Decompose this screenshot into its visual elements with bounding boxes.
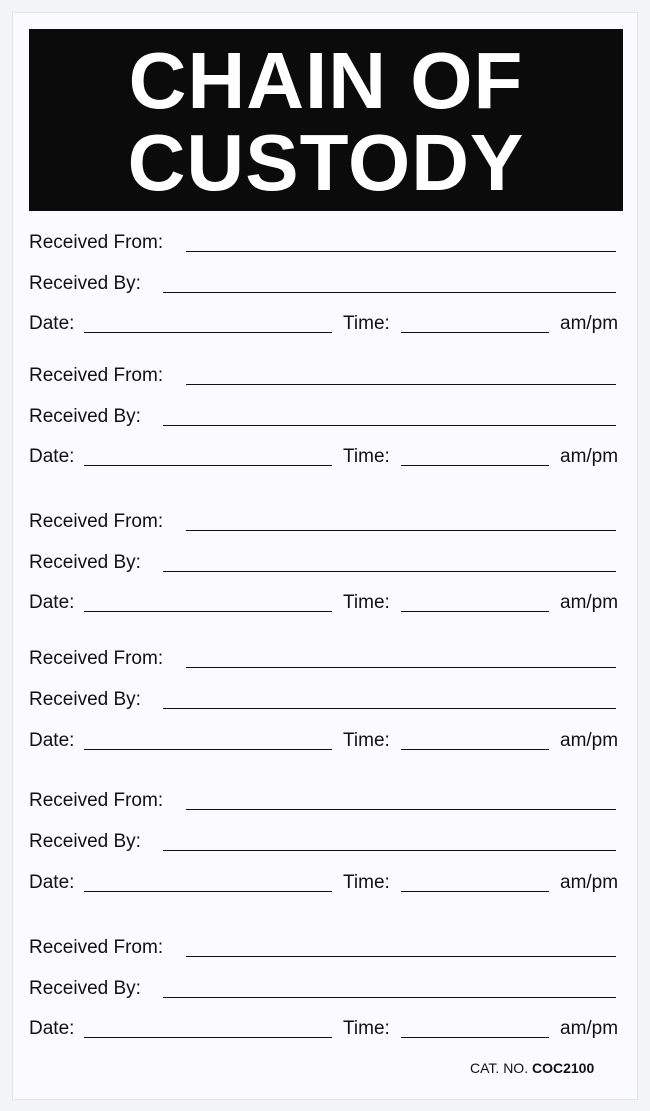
ampm-label: am/pm [560,592,619,613]
time-field[interactable] [401,611,549,612]
date-label: Date: [29,313,75,334]
date-label: Date: [29,872,75,893]
received-from-field[interactable] [186,809,616,810]
received-by-label: Received By: [29,273,141,294]
received-by-label: Received By: [29,978,141,999]
received-from-field[interactable] [186,956,616,957]
received-by-row [29,830,623,854]
received-from-label: Received From: [29,937,164,958]
received-by-row [29,977,623,1001]
ampm-label: am/pm [560,446,619,467]
received-from-row [29,510,623,534]
received-by-field[interactable] [163,571,616,572]
date-field[interactable] [84,332,332,333]
time-field[interactable] [401,332,549,333]
received-by-field[interactable] [163,997,616,998]
date-label: Date: [29,1018,75,1039]
time-label: Time: [343,1018,390,1039]
title-line-1: CHAIN OF [128,36,524,125]
date-time-row [29,312,623,336]
title-line-2: CUSTODY [127,118,525,207]
received-from-field[interactable] [186,384,616,385]
time-label: Time: [343,592,390,613]
received-from-field[interactable] [186,530,616,531]
date-label: Date: [29,592,75,613]
received-from-field[interactable] [186,667,616,668]
date-field[interactable] [84,465,332,466]
catalog-number [470,1059,594,1077]
received-from-field[interactable] [186,251,616,252]
ampm-label: am/pm [560,730,619,751]
received-from-label: Received From: [29,365,164,386]
received-from-row [29,789,623,813]
ampm-label: am/pm [560,872,619,893]
ampm-label: am/pm [560,1018,619,1039]
received-by-row [29,272,623,296]
received-from-label: Received From: [29,790,164,811]
time-field[interactable] [401,465,549,466]
received-by-label: Received By: [29,406,141,427]
date-field[interactable] [84,611,332,612]
received-by-row [29,688,623,712]
received-by-label: Received By: [29,831,141,852]
date-time-row [29,871,623,895]
time-field[interactable] [401,891,549,892]
time-label: Time: [343,730,390,751]
date-time-row [29,445,623,469]
date-time-row [29,729,623,753]
catalog-prefix: CAT. NO. [470,1060,529,1076]
received-by-label: Received By: [29,689,141,710]
received-by-field[interactable] [163,708,616,709]
received-from-row [29,364,623,388]
ampm-label: am/pm [560,313,619,334]
received-from-label: Received From: [29,511,164,532]
received-by-field[interactable] [163,850,616,851]
received-from-label: Received From: [29,648,164,669]
received-by-field[interactable] [163,425,616,426]
date-time-row [29,1017,623,1041]
date-field[interactable] [84,891,332,892]
received-from-row [29,231,623,255]
chain-of-custody-label [12,12,638,1100]
received-from-row [29,936,623,960]
received-by-field[interactable] [163,292,616,293]
catalog-code: COC2100 [531,1060,595,1076]
received-from-label: Received From: [29,232,164,253]
time-label: Time: [343,446,390,467]
received-from-row [29,647,623,671]
received-by-row [29,405,623,429]
date-field[interactable] [84,1037,332,1038]
received-by-label: Received By: [29,552,141,573]
time-field[interactable] [401,1037,549,1038]
date-field[interactable] [84,749,332,750]
date-label: Date: [29,446,75,467]
time-field[interactable] [401,749,549,750]
title-banner [29,29,623,211]
time-label: Time: [343,313,390,334]
date-label: Date: [29,730,75,751]
time-label: Time: [343,872,390,893]
received-by-row [29,551,623,575]
date-time-row [29,591,623,615]
